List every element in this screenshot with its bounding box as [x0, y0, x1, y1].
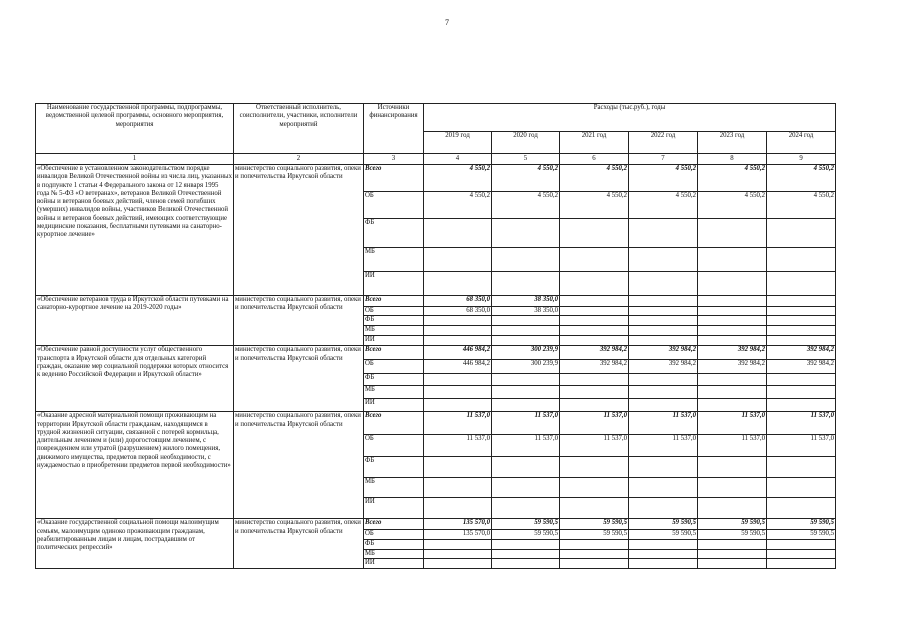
expense-value	[492, 540, 560, 549]
expense-value: 11 537,0	[629, 412, 698, 435]
expense-value: 38 350,0	[492, 307, 560, 316]
column-number: 4	[424, 154, 492, 165]
expense-value	[560, 549, 629, 558]
expense-value: 135 570,0	[424, 530, 492, 540]
expense-value	[698, 498, 767, 519]
responsible-executor: министерство социального развития, опеки и попечительства Иркутской области	[234, 412, 364, 519]
expense-value	[560, 326, 629, 336]
expense-value: 59 590,5	[767, 519, 836, 530]
expense-value: 59 590,5	[629, 530, 698, 540]
expense-value	[629, 457, 698, 478]
expense-value	[560, 219, 629, 248]
expense-value: 59 590,5	[560, 519, 629, 530]
expense-value: 392 984,2	[698, 360, 767, 374]
expense-value	[629, 296, 698, 307]
funding-source: ОБ	[364, 530, 424, 540]
column-number: 1	[36, 154, 234, 165]
funding-source: ФБ	[364, 457, 424, 478]
expense-value	[629, 219, 698, 248]
expense-value	[560, 307, 629, 316]
expense-value	[767, 248, 836, 272]
expense-value	[698, 219, 767, 248]
table-row	[36, 296, 836, 307]
responsible-executor: министерство социального развития, опеки и попечительства Иркутской области	[234, 296, 364, 346]
expense-value	[698, 540, 767, 549]
expense-value	[629, 558, 698, 568]
expense-value	[698, 478, 767, 498]
expense-value: 4 550,2	[560, 192, 629, 219]
column-number: 6	[560, 154, 629, 165]
expense-value	[767, 336, 836, 346]
expense-value: 4 550,2	[424, 165, 492, 192]
expense-value	[698, 336, 767, 346]
expense-value: 59 590,5	[629, 519, 698, 530]
expense-value: 446 984,2	[424, 346, 492, 360]
expense-value	[767, 307, 836, 316]
expense-value	[629, 540, 698, 549]
program-name: «Обеспечение ветеранов труда в Иркутской области путевками на санаторно-курортное лечение на 2019-2020 годы»	[36, 296, 234, 346]
expense-value: 4 550,2	[698, 192, 767, 219]
funding-source: МБ	[364, 478, 424, 498]
expense-value	[629, 307, 698, 316]
expense-value	[424, 549, 492, 558]
funding-source: ИИ	[364, 336, 424, 346]
header-year: 2023 год	[698, 132, 767, 154]
expense-value: 68 350,0	[424, 296, 492, 307]
expense-value	[767, 386, 836, 399]
expenses-table	[35, 103, 836, 569]
expense-value	[492, 399, 560, 412]
expense-value	[424, 386, 492, 399]
expense-value	[492, 457, 560, 478]
expense-value	[560, 558, 629, 568]
expense-value	[560, 296, 629, 307]
expense-value: 11 537,0	[560, 435, 629, 457]
expense-value	[560, 457, 629, 478]
expense-value	[560, 248, 629, 272]
program-name: «Оказание государственной социальной помощи малоимущим семьям, малоимущим одиноко проживающим гражданам, реабилитированным лицам и лицам, пострадавшим от политических репрессий»	[36, 519, 234, 569]
expense-value: 59 590,5	[492, 530, 560, 540]
expense-value: 11 537,0	[629, 435, 698, 457]
expense-value	[698, 307, 767, 316]
expense-value: 59 590,5	[492, 519, 560, 530]
funding-source: ИИ	[364, 558, 424, 568]
funding-source: ИИ	[364, 498, 424, 519]
header-expenses: Расходы (тыс.руб.), годы	[424, 104, 836, 132]
expense-value: 135 570,0	[424, 519, 492, 530]
expense-value	[424, 248, 492, 272]
expense-value	[767, 549, 836, 558]
funding-source: Всего	[364, 346, 424, 360]
expense-value	[629, 549, 698, 558]
column-number: 7	[629, 154, 698, 165]
expense-value	[424, 498, 492, 519]
expense-value	[629, 272, 698, 296]
expense-value	[492, 326, 560, 336]
expense-value	[698, 316, 767, 326]
expense-value	[424, 272, 492, 296]
expense-value	[560, 374, 629, 386]
table-row	[36, 519, 836, 530]
expense-value	[767, 374, 836, 386]
expense-value: 392 984,2	[560, 360, 629, 374]
expense-value: 4 550,2	[560, 165, 629, 192]
expense-value: 11 537,0	[492, 412, 560, 435]
expense-value: 392 984,2	[560, 346, 629, 360]
funding-source: ФБ	[364, 219, 424, 248]
funding-source: Всего	[364, 412, 424, 435]
expense-value	[767, 558, 836, 568]
funding-source: Всего	[364, 519, 424, 530]
program-name: «Обеспечение в установленном законодательством порядке инвалидов Великой Отечественной войны из числа лиц, указанных в подпункте 1 статьи 4 Федерального закона от 12 января 1995 года № 5-ФЗ «О ветеранах», ветеранов Великой Отечественной войны и ветеранов боевых действий, членов семей погибших (умерших) инвалидов войны, участников Великой Отечественной войны и ветеранов боевых действий, имеющих соответствующие медицинские показания, бесплатными путевками на санаторно-курортное лечение»	[36, 165, 234, 296]
expense-value	[698, 558, 767, 568]
table-row	[36, 346, 836, 360]
expense-value	[767, 316, 836, 326]
expense-value: 446 984,2	[424, 360, 492, 374]
expense-value	[424, 540, 492, 549]
expense-value: 59 590,5	[698, 530, 767, 540]
page-number: 7	[445, 18, 449, 27]
expense-value: 11 537,0	[424, 412, 492, 435]
column-number: 2	[234, 154, 364, 165]
expense-value	[767, 272, 836, 296]
expense-value	[767, 326, 836, 336]
expense-value: 4 550,2	[629, 192, 698, 219]
funding-source: ФБ	[364, 540, 424, 549]
expense-value: 11 537,0	[492, 435, 560, 457]
table-body	[36, 165, 836, 569]
expense-value	[629, 248, 698, 272]
column-number: 8	[698, 154, 767, 165]
expense-value: 59 590,5	[767, 530, 836, 540]
expense-value: 11 537,0	[560, 412, 629, 435]
funding-source: ОБ	[364, 307, 424, 316]
expense-value	[560, 399, 629, 412]
expense-value	[629, 336, 698, 346]
expense-value	[629, 386, 698, 399]
column-number: 5	[492, 154, 560, 165]
expense-value: 59 590,5	[560, 530, 629, 540]
expense-value	[629, 478, 698, 498]
expense-value: 4 550,2	[629, 165, 698, 192]
expense-value	[492, 316, 560, 326]
expense-value	[698, 248, 767, 272]
funding-source: ФБ	[364, 374, 424, 386]
header-year: 2021 год	[560, 132, 629, 154]
expense-value	[424, 336, 492, 346]
expense-value	[698, 326, 767, 336]
expense-value	[560, 336, 629, 346]
expense-value: 59 590,5	[698, 519, 767, 530]
expense-value	[560, 498, 629, 519]
expense-value	[767, 399, 836, 412]
expense-value	[492, 219, 560, 248]
expense-value	[698, 399, 767, 412]
expense-value: 4 550,2	[698, 165, 767, 192]
expense-value: 4 550,2	[492, 192, 560, 219]
funding-source: МБ	[364, 549, 424, 558]
expense-value: 392 984,2	[767, 360, 836, 374]
expense-value	[424, 374, 492, 386]
funding-source: Всего	[364, 296, 424, 307]
expense-value	[698, 549, 767, 558]
funding-source: ФБ	[364, 316, 424, 326]
expense-value: 38 350,0	[492, 296, 560, 307]
expense-value	[492, 336, 560, 346]
expense-value	[629, 316, 698, 326]
header-year: 2020 год	[492, 132, 560, 154]
expense-value: 392 984,2	[767, 346, 836, 360]
expense-value	[424, 399, 492, 412]
expense-value: 4 550,2	[767, 192, 836, 219]
expense-value: 4 550,2	[767, 165, 836, 192]
expense-value	[698, 386, 767, 399]
responsible-executor: министерство социального развития, опеки и попечительства Иркутской области	[234, 519, 364, 569]
funding-source: МБ	[364, 248, 424, 272]
table-row	[36, 165, 836, 192]
expense-value	[492, 374, 560, 386]
expense-value	[767, 296, 836, 307]
expense-value: 392 984,2	[698, 346, 767, 360]
expense-value	[560, 478, 629, 498]
table-row	[36, 412, 836, 435]
header-funding-source: Источники финансирования	[364, 104, 424, 154]
expense-value	[767, 478, 836, 498]
funding-source: ИИ	[364, 272, 424, 296]
expense-value	[560, 386, 629, 399]
responsible-executor: министерство социального развития, опеки и попечительства Иркутской области	[234, 165, 364, 296]
expense-value	[767, 498, 836, 519]
expense-value: 4 550,2	[424, 192, 492, 219]
header-year: 2019 год	[424, 132, 492, 154]
funding-source: ОБ	[364, 192, 424, 219]
expense-value	[629, 326, 698, 336]
expense-value: 11 537,0	[698, 435, 767, 457]
expense-value: 11 537,0	[767, 412, 836, 435]
expense-value	[629, 399, 698, 412]
expense-value	[698, 296, 767, 307]
expense-value	[698, 457, 767, 478]
responsible-executor: министерство социального развития, опеки и попечительства Иркутской области	[234, 346, 364, 412]
expense-value	[492, 558, 560, 568]
expense-value	[767, 540, 836, 549]
expense-value	[424, 478, 492, 498]
program-name: «Оказание адресной материальной помощи проживающим на территории Иркутской области гражданам, находящимся в трудной жизненной ситуации, связанной с потерей кормильца, длительным лечением и (или) дорогостоящим лечением, с повреждением или утратой (разрушением) жилого помещения, движимого имущества, предметов первой необходимости, с нуждаемостью в приобретении предметов первой необходимости»	[36, 412, 234, 519]
funding-source: ОБ	[364, 360, 424, 374]
funding-source: МБ	[364, 386, 424, 399]
column-number: 3	[364, 154, 424, 165]
expense-value	[492, 248, 560, 272]
expense-value	[424, 316, 492, 326]
expense-value	[629, 498, 698, 519]
expense-value	[424, 219, 492, 248]
expense-value	[767, 457, 836, 478]
expense-value	[698, 272, 767, 296]
program-name: «Обеспечение равной доступности услуг общественного транспорта в Иркутской области для отдельных категорий граждан, оказание мер социальной поддержки которых относится к ведению Российской Федерации и Иркутской области»	[36, 346, 234, 412]
expense-value: 392 984,2	[629, 346, 698, 360]
expense-value	[560, 272, 629, 296]
expense-value	[492, 272, 560, 296]
funding-source: МБ	[364, 326, 424, 336]
expense-value	[424, 326, 492, 336]
header-year: 2022 год	[629, 132, 698, 154]
header-program-name: Наименование государственной программы, подпрограммы, ведомственной целевой программы, основного мероприятия, мероприятия	[36, 104, 234, 154]
expense-value: 300 239,9	[492, 346, 560, 360]
funding-source: ИИ	[364, 399, 424, 412]
expense-value	[492, 498, 560, 519]
expense-value	[560, 316, 629, 326]
expense-value	[424, 457, 492, 478]
expense-value: 11 537,0	[767, 435, 836, 457]
expense-value	[698, 374, 767, 386]
expense-value: 11 537,0	[424, 435, 492, 457]
expense-value	[767, 219, 836, 248]
expense-value	[629, 374, 698, 386]
funding-source: ОБ	[364, 435, 424, 457]
expense-value	[560, 540, 629, 549]
expense-value	[492, 386, 560, 399]
column-number: 9	[767, 154, 836, 165]
expense-value	[492, 549, 560, 558]
header-responsible: Ответственный исполнитель, соисполнители, участники, исполнители мероприятий	[234, 104, 364, 154]
expense-value	[424, 558, 492, 568]
expense-value: 300 239,9	[492, 360, 560, 374]
expense-value: 68 350,0	[424, 307, 492, 316]
funding-source: Всего	[364, 165, 424, 192]
expense-value: 392 984,2	[629, 360, 698, 374]
header-year: 2024 год	[767, 132, 836, 154]
expense-value: 4 550,2	[492, 165, 560, 192]
expense-value	[492, 478, 560, 498]
expense-value: 11 537,0	[698, 412, 767, 435]
